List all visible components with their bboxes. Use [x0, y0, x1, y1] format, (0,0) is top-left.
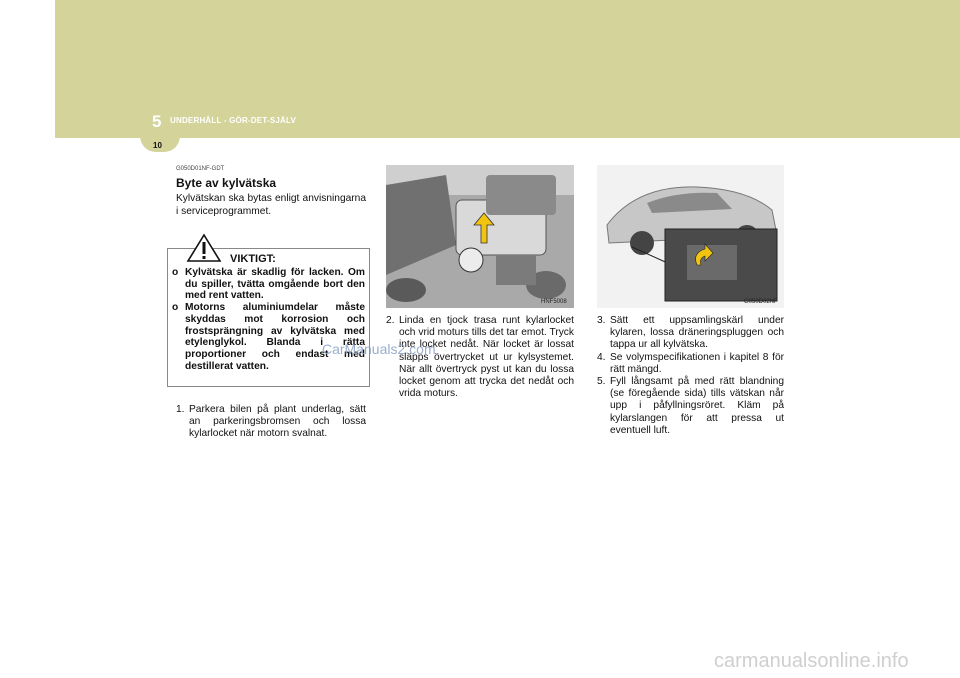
step-text: Linda en tjock trasa runt kylarlocket och vrid moturs tills det tar emot. Tryck inte locket nedåt. När locket är lossat släpps övertrycket ut ur kylsystemet. När allt övertryck pyst ut kan du lossa locket genom att trycka det nedåt och vrida moturs.	[399, 315, 574, 400]
figure2-code: G050D02NF	[744, 299, 778, 305]
steps-column-2	[386, 315, 574, 400]
section-title: Byte av kylvätska	[176, 176, 277, 191]
intro-text: Kylvätskan ska bytas enligt anvisningarna i serviceprogrammet.	[176, 193, 366, 217]
watermark: CarManuals2.com	[322, 341, 436, 357]
figure1-code: HNF5008	[541, 299, 567, 305]
step-item	[597, 376, 784, 437]
step-item	[597, 352, 784, 376]
warning-item	[172, 302, 365, 372]
step-text: Fyll långsamt på med rätt blandning (se föregående sida) tills vätskan når upp i påfyllningsröret. Kläm på kylarslangen för att pressa ut eventuell luft.	[610, 376, 784, 436]
bullet-mark: o	[172, 267, 179, 278]
engine-bay-photo	[386, 165, 574, 308]
step-item	[386, 315, 574, 400]
step-item	[597, 315, 784, 352]
step-number: 2.	[386, 315, 395, 326]
page-number: 10	[153, 141, 162, 150]
steps-column-1	[176, 404, 366, 441]
reference-code: G050D01NF-GDT	[176, 166, 225, 172]
step-text: Se volymspecifikationen i kapitel 8 för rätt mängd.	[610, 351, 784, 375]
car-photo	[597, 165, 784, 308]
step-number: 5.	[597, 376, 606, 388]
warning-item-text: Motorns aluminiumdelar måste skyddas mot korrosion och frostsprängning av kylvätska med etylenglykol. Blanda i rätta proportioner och endast med destillerat vatten.	[185, 302, 365, 372]
warning-item	[172, 267, 365, 302]
step-item	[176, 404, 366, 441]
footer-watermark: carmanualsonline.info	[714, 650, 909, 672]
warning-item-text: Kylvätska är skadlig för lacken. Om du spiller, tvätta omgående bort den med rent vatten.	[185, 267, 365, 302]
step-text: Sätt ett uppsamlingskärl under kylaren, lossa dräneringspluggen och tappa ur all kylvätska.	[610, 315, 784, 351]
step-number: 1.	[176, 404, 185, 415]
warning-triangle-icon	[186, 233, 222, 263]
step-number: 4.	[597, 351, 606, 363]
step-number: 3.	[597, 315, 606, 326]
chapter-number: 5	[152, 112, 162, 131]
warning-title: VIKTIGT:	[230, 253, 276, 265]
steps-column-3	[597, 315, 784, 437]
bullet-mark: o	[172, 302, 179, 314]
step-text: Parkera bilen på plant underlag, sätt an parkeringsbromsen och lossa kylarlocket när motorn svalnat.	[189, 404, 366, 440]
chapter-title: UNDERHÅLL - GÖR-DET-SJÄLV	[170, 116, 297, 125]
section-intro	[176, 163, 366, 218]
